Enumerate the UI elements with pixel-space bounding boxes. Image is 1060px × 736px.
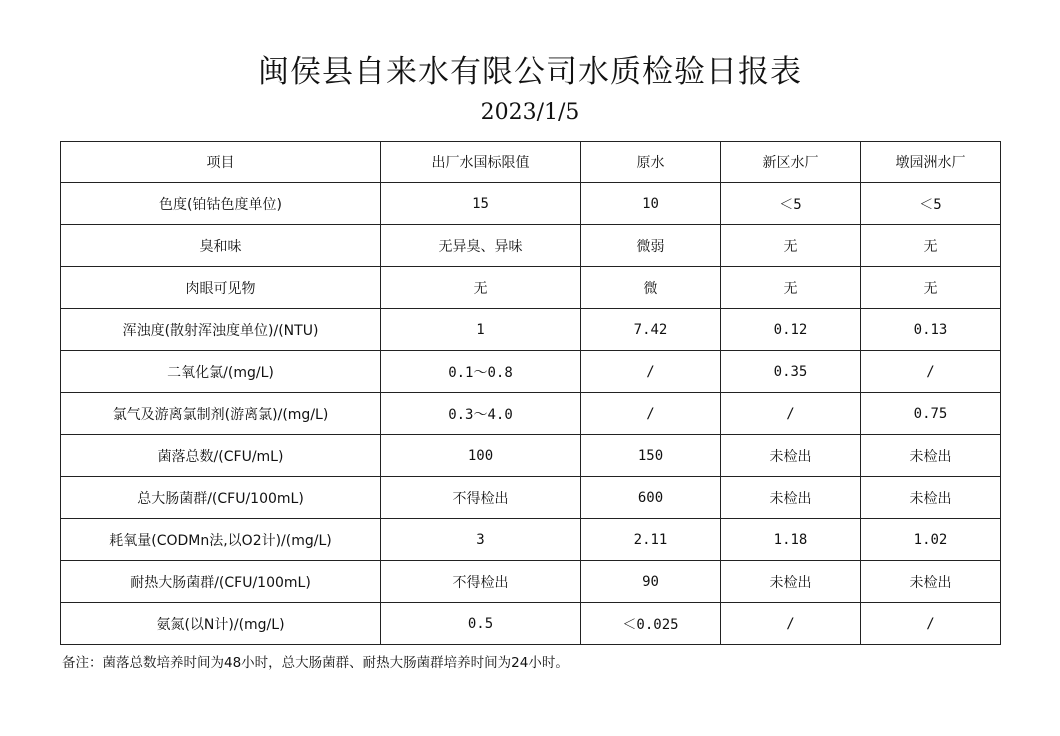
table-row [61,561,1001,603]
header-item: 项目 [61,142,381,183]
limit-cell: 不得检出 [381,477,581,519]
header-limit: 出厂水国标限值 [381,142,581,183]
item-name-cell: 氨氮(以N计)/(mg/L) [61,603,381,645]
item-name-cell: 色度(铂钴色度单位) [61,183,381,225]
raw-water-cell: 10 [581,183,721,225]
table-row [61,603,1001,645]
dunyuanzhou-cell: 未检出 [861,435,1001,477]
item-name-cell: 菌落总数/(CFU/mL) [61,435,381,477]
table-row [61,183,1001,225]
header-raw-water: 原水 [581,142,721,183]
table-row [61,267,1001,309]
dunyuanzhou-cell: 1.02 [861,519,1001,561]
report-date: 2023/1/5 [480,100,580,125]
table-row [61,309,1001,351]
table-header-row [61,142,1001,183]
item-name-cell: 耗氧量(CODMn法,以O2计)/(mg/L) [61,519,381,561]
limit-cell: 0.1～0.8 [381,351,581,393]
dunyuanzhou-cell: ＜5 [861,183,1001,225]
limit-cell: 0.3～4.0 [381,393,581,435]
dunyuanzhou-cell: 未检出 [861,477,1001,519]
header-xinqu-plant: 新区水厂 [721,142,861,183]
item-name-cell: 耐热大肠菌群/(CFU/100mL) [61,561,381,603]
xinqu-cell: 1.18 [721,519,861,561]
table-row [61,225,1001,267]
xinqu-cell: 0.12 [721,309,861,351]
item-name-cell: 二氧化氯/(mg/L) [61,351,381,393]
dunyuanzhou-cell: 未检出 [861,561,1001,603]
item-name-cell: 氯气及游离氯制剂(游离氯)/(mg/L) [61,393,381,435]
limit-cell: 100 [381,435,581,477]
xinqu-cell: ＜5 [721,183,861,225]
table-row [61,351,1001,393]
xinqu-cell: 未检出 [721,435,861,477]
header-dunyuanzhou-plant: 墩园洲水厂 [861,142,1001,183]
dunyuanzhou-cell: 无 [861,225,1001,267]
limit-cell: 1 [381,309,581,351]
limit-cell: 不得检出 [381,561,581,603]
raw-water-cell: 90 [581,561,721,603]
xinqu-cell: 无 [721,267,861,309]
item-name-cell: 肉眼可见物 [61,267,381,309]
raw-water-cell: 7.42 [581,309,721,351]
xinqu-cell: 0.35 [721,351,861,393]
item-name-cell: 浑浊度(散射浑浊度单位)/(NTU) [61,309,381,351]
dunyuanzhou-cell: 0.13 [861,309,1001,351]
raw-water-cell: 600 [581,477,721,519]
xinqu-cell: 未检出 [721,561,861,603]
limit-cell: 无异臭、异味 [381,225,581,267]
xinqu-cell: 无 [721,225,861,267]
xinqu-cell: 未检出 [721,477,861,519]
raw-water-cell: / [581,393,721,435]
dunyuanzhou-cell: 无 [861,267,1001,309]
dunyuanzhou-cell: / [861,351,1001,393]
dunyuanzhou-cell: / [861,603,1001,645]
raw-water-cell: / [581,351,721,393]
raw-water-cell: 2.11 [581,519,721,561]
water-quality-table [60,141,1001,645]
table-row [61,435,1001,477]
item-name-cell: 臭和味 [61,225,381,267]
raw-water-cell: 微弱 [581,225,721,267]
table-row [61,393,1001,435]
dunyuanzhou-cell: 0.75 [861,393,1001,435]
report-title: 闽侯县自来水有限公司水质检验日报表 [258,54,802,90]
xinqu-cell: / [721,603,861,645]
item-name-cell: 总大肠菌群/(CFU/100mL) [61,477,381,519]
limit-cell: 3 [381,519,581,561]
raw-water-cell: ＜0.025 [581,603,721,645]
footnote: 备注：菌落总数培养时间为48小时，总大肠菌群、耐热大肠菌群培养时间为24小时。 [62,655,569,671]
table-row [61,477,1001,519]
table-row [61,519,1001,561]
raw-water-cell: 150 [581,435,721,477]
raw-water-cell: 微 [581,267,721,309]
xinqu-cell: / [721,393,861,435]
limit-cell: 无 [381,267,581,309]
limit-cell: 15 [381,183,581,225]
limit-cell: 0.5 [381,603,581,645]
